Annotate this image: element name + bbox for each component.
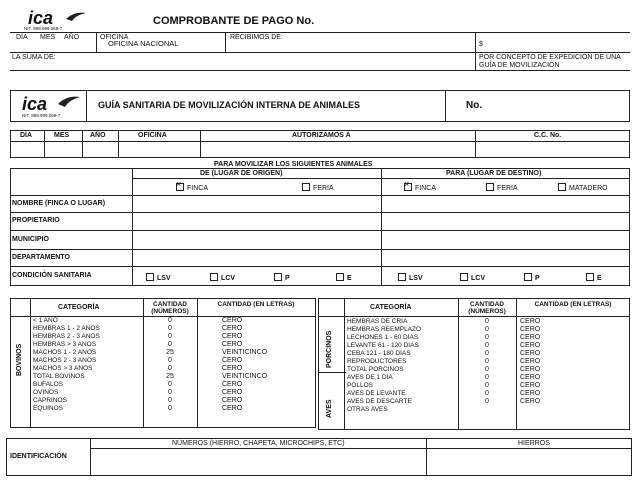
- table-row: HEMBRAS 2 - 3 AÑOS: [33, 333, 100, 340]
- left-letters: [222, 317, 312, 413]
- letters-cell[interactable]: CERO: [520, 398, 541, 405]
- destino-feria-checkbox[interactable]: [486, 183, 494, 191]
- table-row: TOTAL BOVINOS: [33, 373, 85, 380]
- table-row: MACHOS > 3 AÑOS: [33, 365, 93, 372]
- ica-logo: ica: [28, 8, 53, 29]
- table-row: AVES DE DESCARTE: [347, 398, 412, 405]
- nombre-label: NOMBRE (FINCA O LUGAR): [12, 200, 106, 207]
- destino-lsv-checkbox[interactable]: [398, 273, 406, 281]
- number-cell[interactable]: 25: [166, 373, 174, 380]
- destino-e-option[interactable]: E: [586, 274, 602, 282]
- origen-lsv-option[interactable]: LSV: [146, 274, 171, 282]
- guide-cc-label: C.C. No.: [534, 132, 562, 139]
- destino-matadero-option[interactable]: MATADERO: [558, 184, 608, 192]
- guide-nit: NIT. 899.999.069-7: [22, 113, 61, 118]
- receipt-nit: NIT. 899.999.069-7: [24, 26, 63, 31]
- letters-cell[interactable]: VEINTICINCO: [222, 373, 268, 380]
- letters-cell[interactable]: CERO: [222, 405, 243, 412]
- destino-lcv-checkbox[interactable]: [460, 273, 468, 281]
- letters-cell[interactable]: VEINTICINCO: [222, 349, 268, 356]
- right-h-categoria: CATEGORÍA: [370, 304, 412, 311]
- condicion-label: CONDICIÓN SANITARIA: [12, 272, 92, 279]
- number-cell[interactable]: 0: [485, 342, 489, 349]
- number-cell[interactable]: 0: [485, 334, 489, 341]
- letters-cell[interactable]: CERO: [520, 390, 541, 397]
- table-row: AVES DE 1 DÍA: [347, 374, 393, 381]
- letters-cell[interactable]: CERO: [222, 333, 243, 340]
- number-cell[interactable]: 0: [168, 317, 172, 324]
- destino-heading: PARA (LUGAR DE DESTINO): [446, 170, 542, 177]
- origen-e-checkbox[interactable]: [336, 273, 344, 281]
- letters-cell[interactable]: CERO: [222, 381, 243, 388]
- letters-cell[interactable]: CERO: [520, 326, 541, 333]
- letters-cell[interactable]: CERO: [520, 358, 541, 365]
- table-row: LEVANTE 61 - 120 DÍAS: [347, 342, 419, 349]
- receipt-oficina-value[interactable]: OFICINA NACIONAL: [108, 39, 179, 48]
- origen-lcv-checkbox[interactable]: [210, 273, 218, 281]
- number-cell[interactable]: 0: [168, 397, 172, 404]
- table-row: HEMBRAS 1 - 2 AÑOS: [33, 325, 100, 332]
- destino-matadero-checkbox[interactable]: [558, 183, 566, 191]
- guide-autorizamos-label: AUTORIZAMOS A: [292, 132, 351, 139]
- identificacion-numeros-header: NÚMEROS (HIERRO, CHAPETA, MICROCHIPS, ETC): [172, 440, 345, 447]
- table-row: LECHONES 1 - 60 DÍAS: [347, 334, 419, 341]
- number-cell[interactable]: 0: [485, 374, 489, 381]
- table-row: REPRODUCTORES: [347, 358, 407, 365]
- para-movilizar-heading: PARA MOVILIZAR LOS SIGUIENTES ANIMALES: [214, 161, 373, 168]
- number-cell[interactable]: 0: [168, 357, 172, 364]
- letters-cell[interactable]: CERO: [520, 350, 541, 357]
- letters-cell[interactable]: CERO: [222, 325, 243, 332]
- letters-cell[interactable]: CERO: [222, 365, 243, 372]
- left-h-categoria: CATEGORÍA: [58, 304, 100, 311]
- number-cell[interactable]: 0: [485, 390, 489, 397]
- receipt-currency: $: [479, 41, 483, 48]
- destino-p-checkbox[interactable]: [524, 273, 532, 281]
- table-row: BÚFALOS: [33, 381, 63, 388]
- bird-icon: [66, 11, 86, 21]
- number-cell[interactable]: 0: [485, 326, 489, 333]
- number-cell[interactable]: 0: [485, 318, 489, 325]
- destino-finca-checkbox[interactable]: [404, 183, 412, 191]
- receipt-recibimos-label: RECIBIMOS DE:: [230, 34, 283, 41]
- number-cell[interactable]: 0: [168, 389, 172, 396]
- right-numbers: [460, 318, 514, 414]
- guide-dia-label: DÍA: [20, 132, 33, 139]
- destino-e-checkbox[interactable]: [586, 273, 594, 281]
- table-row: HEMBRAS > 3 AÑOS: [33, 341, 97, 348]
- aves-group-label: AVES: [326, 399, 333, 418]
- origen-finca-option[interactable]: ×FINCA: [176, 184, 208, 192]
- bird-icon: [58, 95, 80, 107]
- receipt-title: COMPROBANTE DE PAGO No.: [153, 15, 315, 27]
- letters-cell[interactable]: CERO: [222, 341, 243, 348]
- table-row: EQUINOS: [33, 405, 63, 412]
- number-cell[interactable]: 0: [485, 350, 489, 357]
- number-cell[interactable]: 0: [485, 382, 489, 389]
- number-cell[interactable]: [460, 406, 514, 414]
- table-row: OTRAS AVES: [347, 406, 388, 413]
- receipt-dia-label: DÍA: [16, 34, 28, 41]
- identificacion-hierros-header: HIERROS: [518, 440, 550, 447]
- destino-finca-option[interactable]: × FINCA: [404, 184, 436, 192]
- receipt-ano-label: AÑO: [64, 34, 80, 41]
- table-row: CAPRINOS: [33, 397, 67, 404]
- letters-cell[interactable]: [520, 406, 624, 414]
- destino-lcv-option[interactable]: LCV: [460, 274, 485, 282]
- number-cell[interactable]: 0: [485, 398, 489, 405]
- table-row: HEMBRAS REEMPLAZO: [347, 326, 422, 333]
- left-numbers: [145, 317, 195, 413]
- letters-cell[interactable]: CERO: [222, 357, 243, 364]
- letters-cell[interactable]: CERO: [222, 397, 243, 404]
- table-row: CEBA 121 - 180 DÍAS: [347, 350, 411, 357]
- right-categories: [347, 318, 457, 414]
- table-row: POLLOS: [347, 382, 374, 389]
- number-cell[interactable]: 0: [168, 365, 172, 372]
- origen-feria-option[interactable]: FERIA: [302, 184, 334, 192]
- table-row: AVES DE LEVANTE: [347, 390, 406, 397]
- table-row: OVINOS: [33, 389, 59, 396]
- departamento-label: DEPARTAMENTO: [12, 254, 70, 261]
- destino-feria-option[interactable]: FERIA: [486, 184, 518, 192]
- identificacion-label: IDENTIFICACIÓN: [10, 453, 67, 460]
- table-row: HEMBRAS DE CRÍA: [347, 318, 408, 325]
- receipt-suma-label: LA SUMA DE:: [12, 54, 56, 61]
- guide-title: GUÍA SANITARIA DE MOVILIZACIÓN INTERNA DE ANIMALES: [98, 100, 360, 110]
- origen-p-checkbox[interactable]: [274, 273, 282, 281]
- origen-lsv-checkbox[interactable]: [146, 273, 154, 281]
- right-h-cantidad-let: CANTIDAD (EN LETRAS): [534, 301, 612, 308]
- origen-heading: DE (LUGAR DE ORIGEN): [200, 170, 283, 177]
- letters-cell[interactable]: CERO: [222, 317, 243, 324]
- propietario-label: PROPIETARIO: [12, 217, 60, 224]
- number-cell[interactable]: 0: [168, 341, 172, 348]
- number-cell[interactable]: 0: [168, 381, 172, 388]
- number-cell[interactable]: 0: [168, 325, 172, 332]
- letters-cell[interactable]: CERO: [520, 334, 541, 341]
- number-cell[interactable]: 0: [168, 405, 172, 412]
- guide-no-label: No.: [466, 100, 483, 111]
- table-row: < 1 AÑO: [33, 317, 58, 324]
- left-categories: [33, 317, 141, 413]
- letters-cell[interactable]: CERO: [520, 382, 541, 389]
- bovinos-group-label: BOVINOS: [16, 343, 23, 376]
- origen-feria-checkbox[interactable]: [302, 183, 310, 191]
- destino-p-option[interactable]: P: [524, 274, 540, 282]
- guide-ica-logo: ica: [22, 94, 47, 115]
- table-row: MACHOS 2 - 3 AÑOS: [33, 357, 97, 364]
- letters-cell[interactable]: CERO: [520, 366, 541, 373]
- origen-p-option[interactable]: P: [274, 274, 290, 282]
- table-row: TOTAL PORCINOS: [347, 366, 404, 373]
- letters-cell[interactable]: CERO: [520, 318, 541, 325]
- receipt-mes-label: MES: [40, 34, 56, 41]
- number-cell[interactable]: 0: [485, 358, 489, 365]
- right-h-cantidad-num: CANTIDAD (NÚMEROS): [468, 301, 506, 315]
- number-cell[interactable]: 0: [485, 366, 489, 373]
- guide-oficina-label: OFICINA: [138, 132, 167, 139]
- municipio-label: MUNICIPIO: [12, 236, 49, 243]
- letters-cell[interactable]: CERO: [222, 389, 243, 396]
- table-row: MACHOS 1 - 2 AÑOS: [33, 349, 97, 356]
- guide-ano-label: AÑO: [90, 132, 106, 139]
- letters-cell[interactable]: CERO: [520, 342, 541, 349]
- origen-finca-checkbox[interactable]: [176, 183, 184, 191]
- porcinos-group-label: PORCINOS: [326, 330, 333, 368]
- right-letters: [520, 318, 624, 414]
- number-cell[interactable]: 0: [168, 333, 172, 340]
- left-h-cantidad-let: CANTIDAD (EN LETRAS): [217, 301, 295, 308]
- letters-cell[interactable]: CERO: [520, 374, 541, 381]
- number-cell[interactable]: 25: [166, 349, 174, 356]
- destino-lsv-option[interactable]: LSV: [398, 274, 423, 282]
- origen-e-option[interactable]: E: [336, 274, 352, 282]
- receipt-oficina-label: OFICINA: [100, 34, 129, 41]
- receipt-concepto: POR CONCEPTO DE EXPEDICIÓN DE UNA GUÍA DE MOVILIZACIÓN: [479, 54, 621, 69]
- left-h-cantidad-num: CANTIDAD (NÚMEROS): [151, 301, 189, 315]
- guide-mes-label: MES: [54, 132, 70, 139]
- origen-lcv-option[interactable]: LCV: [210, 274, 235, 282]
